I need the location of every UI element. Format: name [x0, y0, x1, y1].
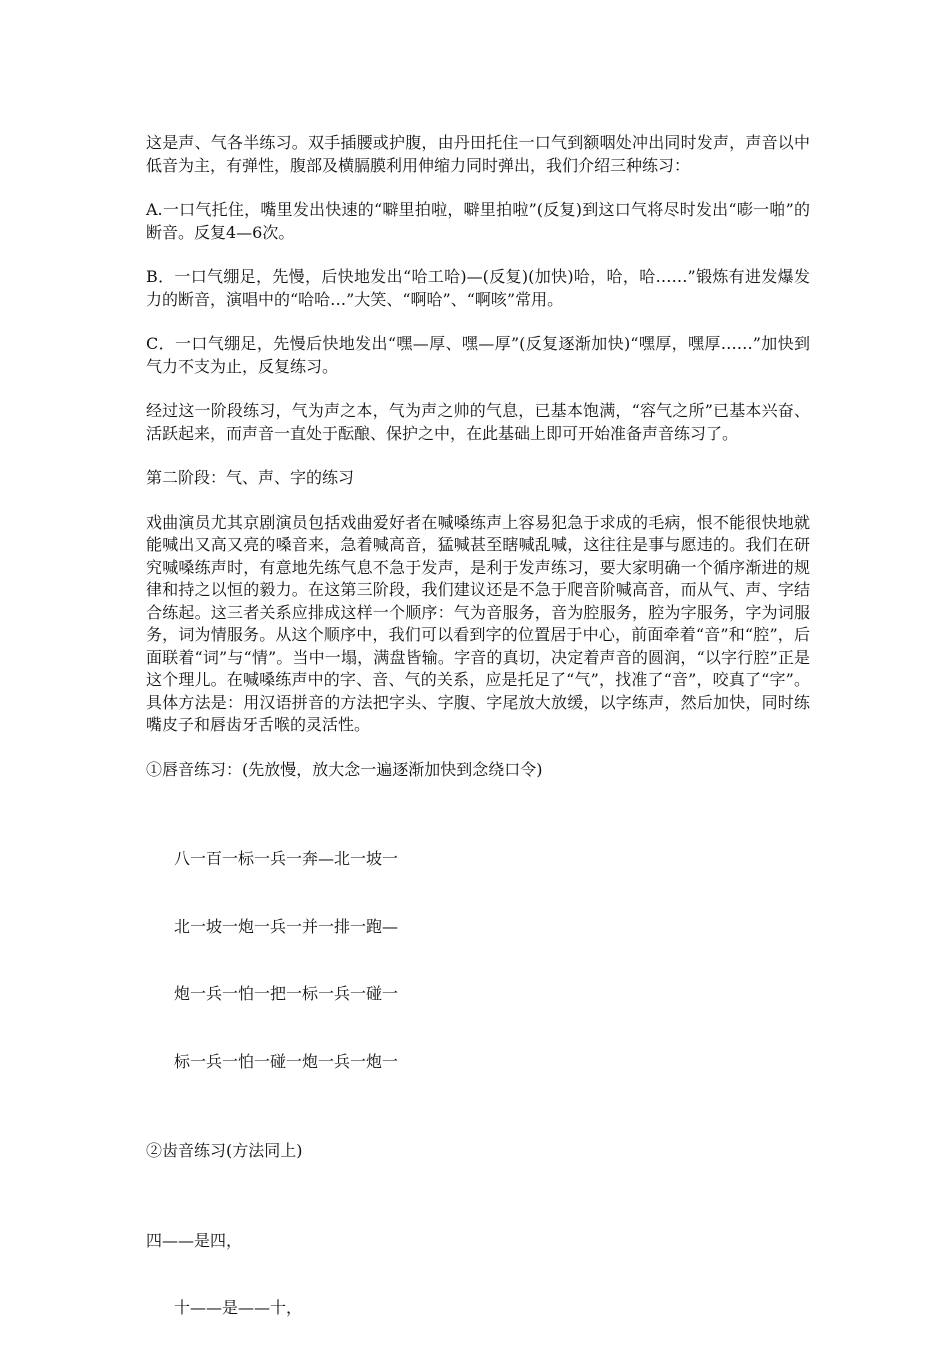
paragraph-breath-voice-intro: 这是声、气各半练习。双手插腰或护腹，由丹田托住一口气到额咽处冲出同时发声，声音以中低音为主，有弹性，腹部及横膈膜利用伸缩力同时弹出，我们介绍三种练习： [146, 133, 810, 175]
lip-drill-line: 八一百一标一兵一奔—北一坡一 [174, 849, 399, 868]
lip-drill-line: 标一兵一怕一碰一炮一兵一炮一 [174, 1051, 399, 1071]
paragraph-stage-summary: 经过这一阶段练习，气为声之本，气为声之帅的气息，已基本饱满，“容气之所”已基本兴奋、活跃起来，而声音一直处于酝酿、保护之中，在此基础上即可开始准备声音练习了。 [146, 401, 810, 443]
section-heading-stage-two: 第二阶段：气、声、字的练习 [146, 468, 355, 487]
tooth-drill-line: 十——是——十， [174, 1298, 303, 1317]
paragraph-exercise-a: A.一口气托住，嘴里发出快速的“噼里拍啦，噼里拍啦”(反复)到这口气将尽时发出“嘭一啪”的断音。反复4—6次。 [146, 200, 810, 242]
paragraph-exercise-b: B．一口气绷足，先慢，后快地发出“哈工哈)—(反复)(加快)哈，哈，哈……”锻炼有进发爆发力的断音，演唱中的“哈哈…”大笑、“啊哈”、“啊咳”常用。 [146, 267, 810, 309]
paragraph-tooth-drill-heading: ②齿音练习(方法同上) [146, 1141, 303, 1160]
tooth-drill-block [146, 1185, 810, 1365]
paragraph-stage-two-body: 戏曲演员尤其京剧演员包括戏曲爱好者在喊嗓练声上容易犯急于求成的毛病，恨不能很快地就能喊出又高又亮的嗓音来，急着喊高音，猛喊甚至瞎喊乱喊，这往往是事与愿违的。我们在研究喊嗓练声时，有意地先练气息不急于发声，是利于发声练习，要大家明确一个循序渐进的规律和持之以恒的毅力。在这第三阶段，我们建议还是不急于爬音阶喊高音，而从气、声、字结合练起。这三者关系应排成这样一个顺序：气为音服务，音为腔服务，腔为字服务，字为词服务，词为情服务。从这个顺序中，我们可以看到字的位置居于中心，前面牵着“音”和“腔”，后面联着“词”与“情”。当中一塌，满盘皆输。字音的真切，决定着声音的圆润，“以字行腔”正是这个理儿。在喊嗓练声中的字、音、气的关系，应是托足了“气”，找准了“音”，咬真了“字”。具体方法是：用汉语拼音的方法把字头、字腹、字尾放大放缓，以字练声，然后加快，同时练嘴皮子和唇齿牙舌喉的灵活性。 [146, 512, 810, 734]
document-page [146, 132, 810, 1365]
lip-drill-block [146, 803, 810, 1118]
lip-drill-line: 北一坡一炮一兵一并一排一跑— [174, 916, 399, 936]
paragraph-exercise-c: C．一口气绷足，先慢后快地发出“嘿—厚、嘿—厚”(反复逐渐加快)“嘿厚，嘿厚……”加快到气力不支为止，反复练习。 [146, 334, 810, 376]
tooth-drill-line: 四——是四， [146, 1230, 243, 1250]
lip-drill-line: 炮一兵一怕一把一标一兵一碰一 [174, 984, 399, 1003]
paragraph-lip-drill-heading: ①唇音练习：(先放慢，放大念一遍逐渐加快到念绕口令) [146, 759, 543, 779]
